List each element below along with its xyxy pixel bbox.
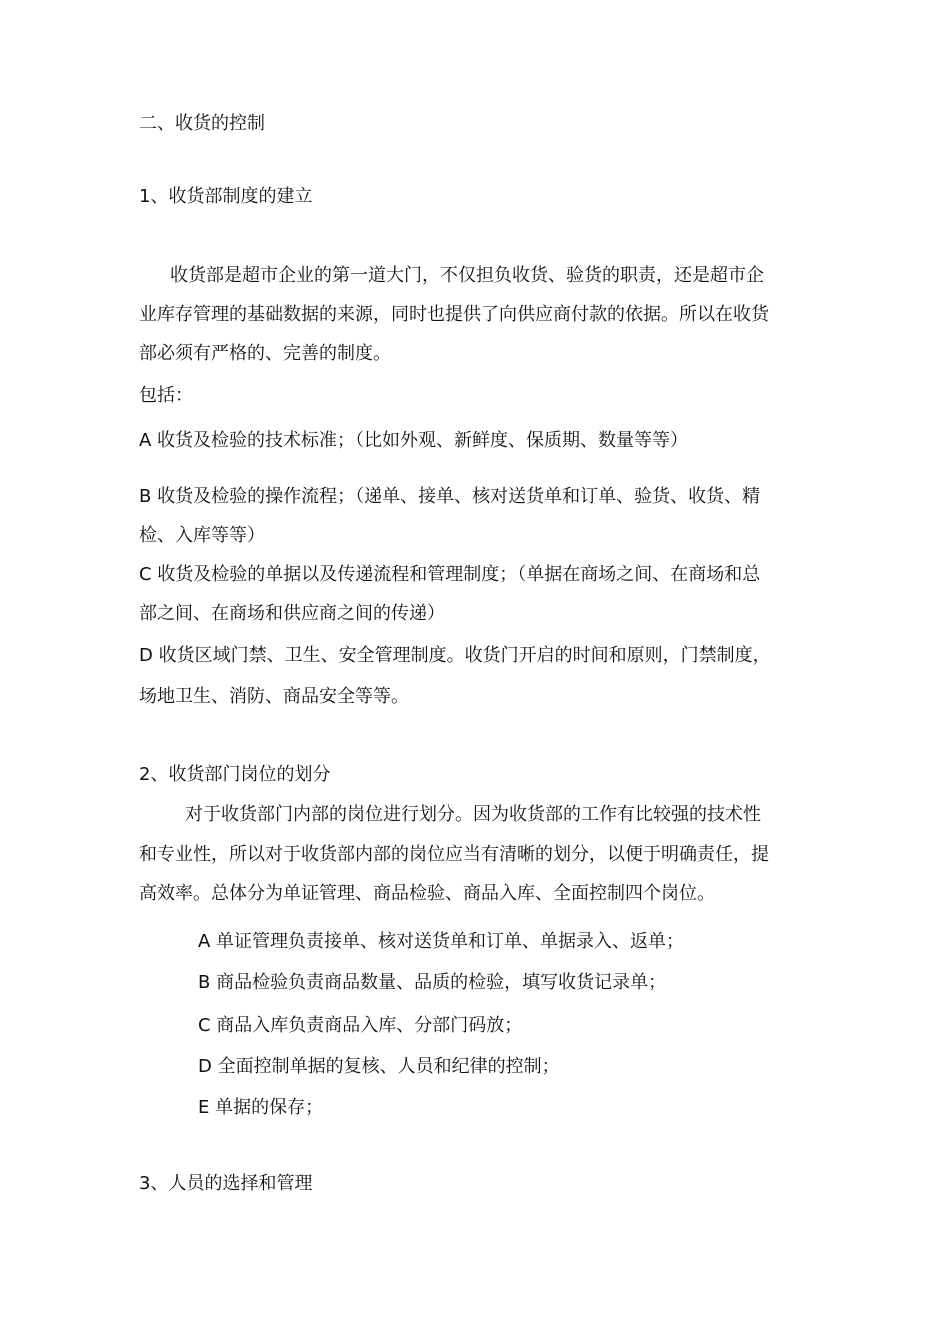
heading-receiving-system: 1、收货部制度的建立: [139, 186, 313, 207]
list-item-b: B 收货及检验的操作流程；（递单、接单、核对送货单和订单、验货、收货、精: [139, 486, 761, 507]
section-title: 二、收货的控制: [139, 113, 265, 134]
list-item-c-cont: 部之间、在商场和供应商之间的传递）: [139, 603, 445, 624]
list-item-c: C 收货及检验的单据以及传递流程和管理制度；（单据在商场之间、在商场和总: [139, 564, 761, 585]
list-item-d-cont: 场地卫生、消防、商品安全等等。: [139, 686, 409, 707]
position-item-b: B 商品检验负责商品数量、品质的检验，填写收货记录单；: [198, 972, 667, 993]
heading-position-division: 2、收货部门岗位的划分: [139, 764, 331, 785]
position-item-d: D 全面控制单据的复核、人员和纪律的控制；: [198, 1056, 560, 1077]
heading-personnel: 3、人员的选择和管理: [139, 1173, 313, 1194]
para-line: 和专业性，所以对于收货部内部的岗位应当有清晰的划分，以便于明确责任，提: [139, 844, 769, 865]
position-item-a: A 单证管理负责接单、核对送货单和订单、单据录入、返单；: [198, 931, 685, 952]
list-item-a: A 收货及检验的技术标准；（比如外观、新鲜度、保质期、数量等等）: [139, 430, 689, 451]
list-item-b-cont: 检、入库等等）: [139, 525, 265, 546]
position-item-e: E 单据的保存；: [198, 1097, 324, 1118]
includes-label: 包括：: [139, 385, 193, 406]
list-item-d: D 收货区域门禁、卫生、安全管理制度。收货门开启的时间和原则，门禁制度，: [139, 645, 771, 666]
intro-line: 收货部是超市企业的第一道大门，不仅担负收货、验货的职责，还是超市企: [170, 265, 764, 286]
para-line: 高效率。总体分为单证管理、商品检验、商品入库、全面控制四个岗位。: [139, 883, 715, 904]
para-line: 对于收货部门内部的岗位进行划分。因为收货部的工作有比较强的技术性: [185, 804, 761, 825]
position-item-c: C 商品入库负责商品入库、分部门码放；: [198, 1015, 523, 1036]
intro-line: 业库存管理的基础数据的来源，同时也提供了向供应商付款的依据。所以在收货: [139, 304, 769, 325]
intro-line: 部必须有严格的、完善的制度。: [139, 343, 391, 364]
